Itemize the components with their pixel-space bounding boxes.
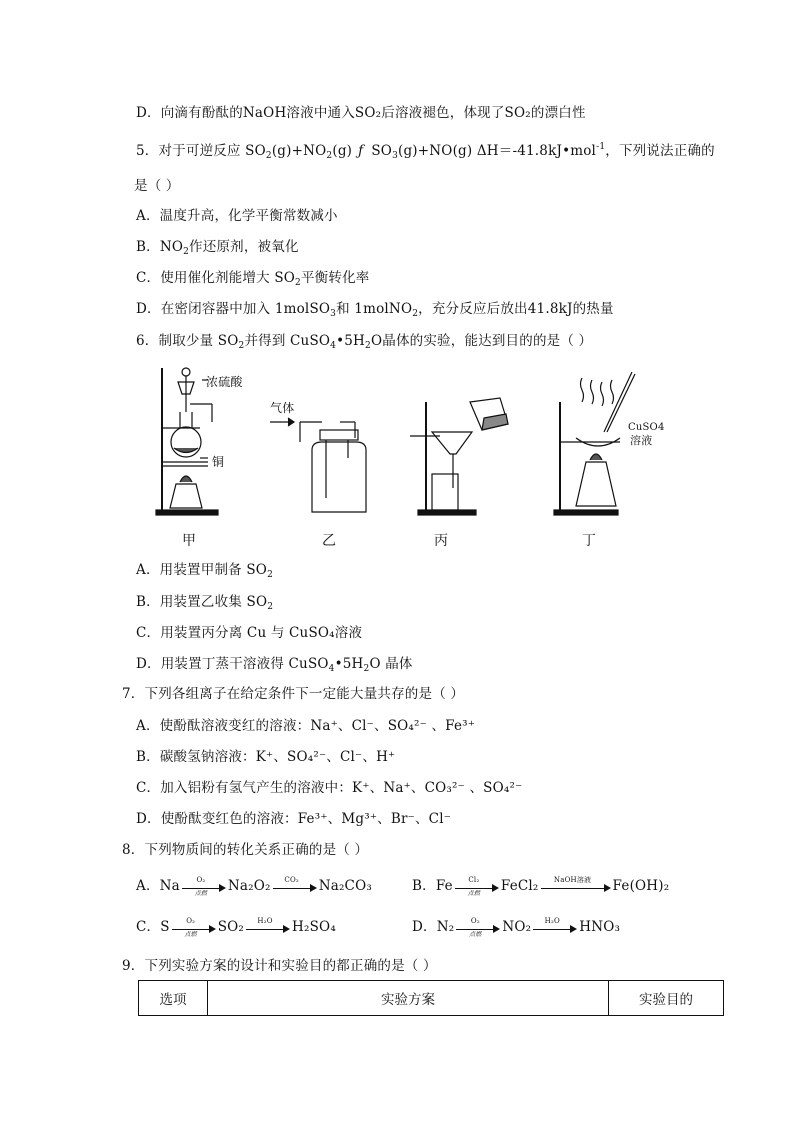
- reaction-arrow: CO₂: [273, 880, 317, 894]
- q5-stem: 5．对于可逆反应 $SO_2(g)+NO_2(g)$ ƒ $SO_3(g)+NO(g)$ ΔH＝-41.8kJ•mol$^{-1}$，下列说法正确的: [136, 142, 715, 161]
- label-solution: 溶液: [630, 434, 653, 447]
- table-header-row: [139, 981, 724, 1016]
- reaction-arrow: O₂ 点燃: [182, 880, 226, 894]
- q7-option-b: B．碳酸氢钠溶液：K⁺、SO₄²⁻、Cl⁻、H⁺: [136, 749, 396, 765]
- header-plan: 实验方案: [208, 981, 609, 1016]
- q4-option-d: D．向滴有酚酞的NaOH溶液中通入SO₂后溶液褪色，体现了SO₂的漂白性: [136, 105, 586, 121]
- q6-option-a: A．用装置甲制备 $SO_2$: [136, 562, 273, 580]
- q5-stem-cont: 是（ ）: [134, 178, 180, 194]
- q6-option-c: C．用装置丙分离 Cu 与 CuSO₄溶液: [136, 625, 363, 641]
- q8-option-d: D．N₂ O₂ 点燃 NO₂ H₂O HNO₃: [412, 916, 621, 938]
- reaction-arrow: Cl₂ 点燃: [455, 880, 499, 894]
- q7-stem: 7．下列各组离子在给定条件下一定能大量共存的是（ ）: [122, 686, 465, 702]
- reaction-arrow: H₂O: [533, 921, 577, 935]
- q7-option-a: A．使酚酞溶液变红的溶液：Na⁺、Cl⁻、SO₄²⁻ 、Fe³⁺: [136, 718, 476, 734]
- q9-table: [138, 980, 724, 1016]
- header-option: 选项: [139, 981, 208, 1016]
- q5-option-d: D．在密闭容器中加入 1molSO$_3$和 1molNO$_2$，充分反应后放出41.8kJ的热量: [136, 301, 614, 319]
- apparatus-ding: [554, 372, 635, 515]
- q7-option-d: D．使酚酞变红色的溶液：Fe³⁺、Mg³⁺、Br⁻、Cl⁻: [136, 811, 452, 827]
- reaction-arrow: O₂ 点燃: [172, 921, 216, 935]
- q6-option-b: B．用装置乙收集 $SO_2$: [136, 594, 274, 612]
- apparatus-yi: [270, 418, 366, 512]
- q8-option-a: A．Na O₂ 点燃 Na₂O₂ CO₂ Na₂CO₃: [136, 875, 372, 897]
- label-gas: 气体: [270, 401, 295, 415]
- q6-option-d: D．用装置丁蒸干溶液得 $CuSO_4•5H_2O$ 晶体: [136, 656, 413, 674]
- reaction-arrow: O₂ 点燃: [456, 921, 500, 935]
- header-purpose: 实验目的: [609, 981, 724, 1016]
- caption-jia: 甲: [182, 533, 196, 549]
- q8-option-b: B．Fe Cl₂ 点燃 FeCl₂ NaOH溶液 Fe(OH)₂: [412, 875, 670, 897]
- q9-stem: 9．下列实验方案的设计和实验目的都正确的是（ ）: [122, 958, 437, 974]
- q5-option-c: C．使用催化剂能增大 $SO_2$平衡转化率: [136, 270, 370, 288]
- apparatus-figure: [150, 362, 700, 522]
- apparatus-bing: [410, 398, 508, 515]
- caption-yi: 乙: [322, 533, 336, 549]
- q5-option-a: A．温度升高，化学平衡常数减小: [136, 208, 338, 224]
- label-conc-sulfuric-acid: 浓硫酸: [206, 375, 243, 389]
- reaction-arrow: H₂O: [246, 921, 290, 935]
- reaction-arrow: NaOH溶液: [541, 880, 611, 894]
- q6-stem: 6．制取少量 $SO_2$并得到 $CuSO_4•5H_2O$晶体的实验，能达到目的的是（ ）: [136, 333, 593, 351]
- q8-option-c: C．S O₂ 点燃 SO₂ H₂O H₂SO₄: [136, 916, 336, 938]
- q7-option-c: C．加入铝粉有氢气产生的溶液中：K⁺、Na⁺、CO₃²⁻ 、SO₄²⁻: [136, 780, 523, 796]
- caption-bing: 丙: [434, 533, 448, 549]
- label-cuso4: CuSO4: [628, 422, 665, 433]
- q5-option-b: B．$NO_2$作还原剂，被氧化: [136, 239, 299, 257]
- caption-ding: 丁: [582, 533, 596, 549]
- q8-stem: 8．下列物质间的转化关系正确的是（ ）: [122, 842, 369, 858]
- label-copper: 铜: [212, 455, 225, 469]
